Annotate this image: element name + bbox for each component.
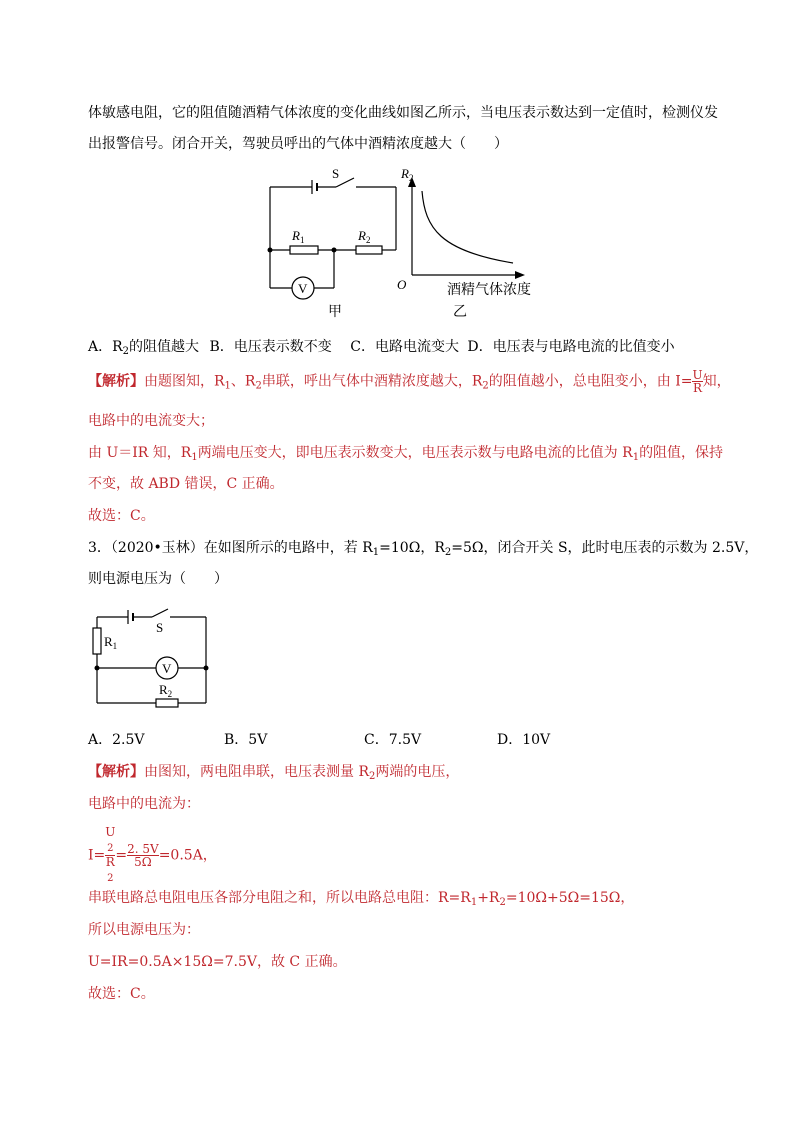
- formula-u-over-r: $\frac{U}{R}$: [692, 368, 703, 395]
- problem2-line1: 体敏感电阻，它的阻值随酒精气体浓度的变化曲线如图乙所示，当电压表示数达到一定值时，检测仪发: [88, 105, 718, 121]
- problem3-analysis-line1: 【解析】由图知，两电阻串联，电压表测量 $R_2$两端的电压，: [88, 764, 460, 782]
- r1-label: $R_1$: [292, 228, 305, 245]
- option-b: B．电压表示数不变: [209, 339, 332, 355]
- voltmeter-label: V: [298, 281, 308, 296]
- problem3-option-b: B．5V: [224, 732, 268, 748]
- problem2-analysis-line5: 故选：C。: [88, 508, 155, 524]
- graph-y-label: $R_2$: [401, 166, 414, 183]
- graph-figure-yi: [395, 163, 535, 323]
- problem3-analysis-line4: 所以电源电压为：: [88, 922, 200, 938]
- problem2-analysis-line2: 电路中的电流变大；: [88, 413, 214, 429]
- problem3-line1: 3．（2020•玉林）在如图所示的电路中，若 $R_1=10\Omega$，$R_2=5\Omega$，闭合开关 S，此时电压表的示数为 2.5V，: [88, 540, 759, 558]
- analysis-tag-p3: 【解析】: [88, 764, 144, 780]
- problem2-analysis-line4: 不变，故 ABD 错误，C 正确。: [88, 476, 284, 492]
- analysis-tag: 【解析】: [88, 373, 144, 390]
- problem2-options: [88, 336, 675, 357]
- problem3-option-d: D．10V: [497, 732, 551, 748]
- option-c: C．电路电流变大: [350, 339, 459, 355]
- fraction-u2-over-r2: U $_2$ R $_2$: [105, 825, 116, 884]
- circuit-figure-jia: [260, 166, 410, 326]
- option-a: A．$R_2$的阻值越大: [88, 339, 200, 357]
- p3-voltmeter-label: V: [162, 661, 172, 676]
- graph-x-label: 酒精气体浓度: [447, 283, 531, 298]
- fraction-values: $\frac{2. 5V}{5\Omega}$: [127, 842, 159, 869]
- graph-origin-label: O: [397, 277, 407, 292]
- p3-r2-label: $R_2$: [159, 682, 173, 699]
- p3-r1-label: $R_1$: [104, 634, 118, 651]
- r2-label: $R_2$: [358, 228, 371, 245]
- problem3-analysis-line6: 故选：C。: [88, 986, 155, 1002]
- problem3-option-a: A．2.5V: [88, 732, 145, 748]
- problem3-analysis-equation: I= U $_2$ R $_2$ = $\frac{2. 5V}{5\Omega}$ =0.5A，: [88, 825, 217, 884]
- circuit-figure-p3: [88, 600, 218, 715]
- figure-yi-label: 乙: [453, 305, 467, 320]
- problem3-option-c: C．7.5V: [364, 732, 422, 748]
- option-d: D．电压表与电路电流的比值变小: [467, 339, 675, 355]
- p3-switch-label: S: [156, 620, 164, 635]
- switch-label: S: [332, 166, 340, 181]
- problem2-analysis-line1: 【解析】由题图知，$R_1$、$R_2$串联，呼出气体中酒精浓度越大，$R_2$的阻值越小，总电阻变小，由 I= $\frac{U}{R}$ 知，: [88, 368, 731, 395]
- problem3-analysis-line3: 串联电路总电阻电压各部分电阻之和，所以电路总电阻：$R=R_1+R_2=10\Omega+5\Omega=15\Omega$，: [88, 890, 635, 908]
- figure-jia-label: 甲: [328, 305, 342, 320]
- problem3-analysis-line5: U=IR=0.5A×15Ω=7.5V，故 C 正确。: [88, 954, 347, 970]
- problem3-line2: 则电源电压为（ ）: [88, 571, 228, 587]
- problem3-analysis-line2: 电路中的电流为：: [88, 796, 200, 812]
- problem2-analysis-line3: 由 U＝IR 知，$R_1$两端电压变大，即电压表示数变大，电压表示数与电路电流的比值为 $R_1$的阻值，保持: [88, 445, 724, 463]
- problem2-line2: 出报警信号。闭合开关，驾驶员呼出的气体中酒精浓度越大（ ）: [88, 136, 508, 152]
